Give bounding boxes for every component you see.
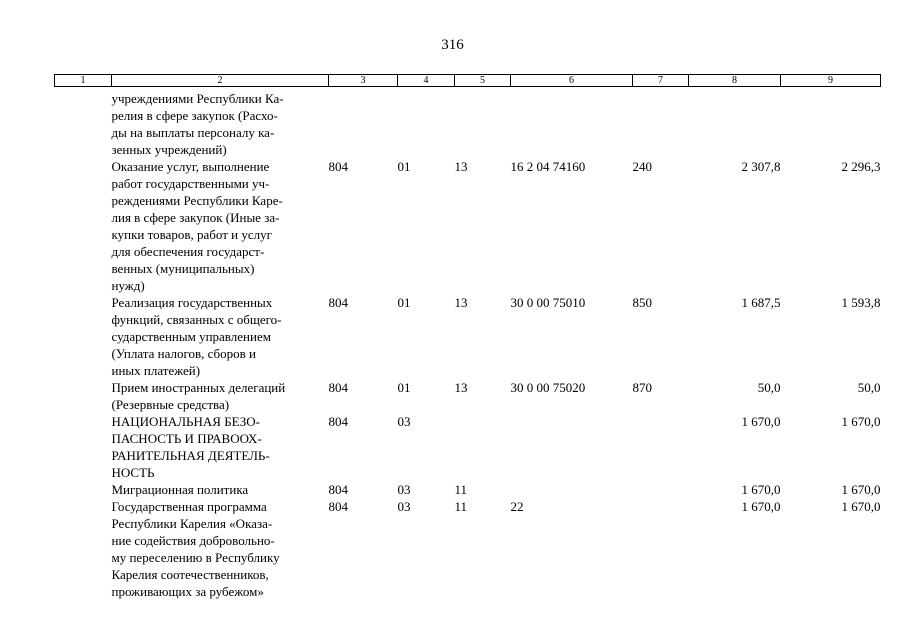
expense-type-code: 240 (632, 159, 652, 174)
amount-col8: 2 307,8 (741, 159, 781, 174)
table-row (55, 294, 881, 379)
amount-col9 (781, 87, 881, 159)
col1-cell (55, 413, 112, 481)
item-name: Государственная программа Республики Карелия «Оказа- ние содействия добровольно- му переселению в Республику Карелия соотечественников, проживающих за рубежом» (111, 499, 280, 599)
expense-type-code: 870 (632, 380, 652, 395)
item-name: Оказание услуг, выполнение работ государственными уч- реждениями Республики Каре- лия в сфере закупок (Иные за- купки товаров, работ и услуг для обеспечения государст- венных (муниципальных) нужд) (111, 159, 283, 293)
subsection-code: 13 (454, 380, 468, 395)
item-name: учреждениями Республики Ка- релия в сфере закупок (Расхо- ды на выплаты персоналу ка- зенных учреждений) (111, 91, 284, 157)
section-code: 01 (397, 380, 411, 395)
page-number: 316 (441, 37, 464, 53)
section-code: 03 (397, 414, 411, 429)
section-code: 01 (397, 295, 411, 310)
item-name: Прием иностранных делегаций (Резервные средства) (111, 380, 286, 412)
item-name: Реализация государственных функций, связанных с общего- сударственным управлением (Уплата налогов, сборов и иных платежей) (111, 295, 282, 378)
section-code: 03 (397, 499, 411, 514)
column-header-5: 5 (455, 75, 511, 87)
table-row (55, 379, 881, 413)
amount-col8: 1 670,0 (741, 499, 781, 514)
subsection-code (455, 413, 511, 481)
col1-cell (55, 498, 112, 600)
amount-col9: 1 670,0 (841, 414, 881, 429)
amount-col9: 1 593,8 (841, 295, 881, 310)
ministry-code: 804 (328, 295, 348, 310)
subsection-code: 11 (454, 499, 468, 514)
item-name: Миграционная политика (111, 482, 249, 497)
col1-cell (55, 294, 112, 379)
column-header-9: 9 (781, 75, 881, 87)
table-row (55, 481, 881, 498)
expense-type-code (633, 413, 689, 481)
ministry-code: 804 (328, 380, 348, 395)
col1-cell (55, 158, 112, 294)
item-name: НАЦИОНАЛЬНАЯ БЕЗО- ПАСНОСТЬ И ПРАВООХ- РАНИТЕЛЬНАЯ ДЕЯТЕЛЬ- НОСТЬ (111, 414, 270, 480)
col1-cell (55, 481, 112, 498)
column-header-7: 7 (633, 75, 689, 87)
amount-col9: 1 670,0 (841, 499, 881, 514)
col1-cell (55, 87, 112, 159)
column-header-row (55, 75, 881, 87)
ministry-code: 804 (328, 159, 348, 174)
target-article-code: 30 0 00 75010 (510, 295, 586, 310)
amount-col8: 50,0 (757, 380, 781, 395)
table-row (55, 158, 881, 294)
column-header-8: 8 (689, 75, 781, 87)
target-article-code: 22 (510, 499, 524, 514)
target-article-code (511, 87, 633, 159)
expense-type-code: 850 (632, 295, 652, 310)
ministry-code: 804 (328, 414, 348, 429)
amount-col9: 50,0 (857, 380, 881, 395)
column-header-1: 1 (55, 75, 112, 87)
amount-col8: 1 687,5 (741, 295, 781, 310)
section-code: 03 (397, 482, 411, 497)
section-code: 01 (397, 159, 411, 174)
target-article-code: 16 2 04 74160 (510, 159, 586, 174)
subsection-code: 13 (454, 159, 468, 174)
expense-type-code (633, 498, 689, 600)
amount-col8: 1 670,0 (741, 414, 781, 429)
column-header-2: 2 (112, 75, 329, 87)
amount-col8: 1 670,0 (741, 482, 781, 497)
col1-cell (55, 379, 112, 413)
table-row (55, 413, 881, 481)
subsection-code: 11 (454, 482, 468, 497)
column-header-6: 6 (511, 75, 633, 87)
budget-table (54, 74, 881, 600)
target-article-code (511, 413, 633, 481)
expense-type-code (633, 87, 689, 159)
column-header-4: 4 (398, 75, 455, 87)
target-article-code (511, 481, 633, 498)
table-row (55, 87, 881, 159)
column-header-3: 3 (329, 75, 398, 87)
table-row (55, 498, 881, 600)
subsection-code (455, 87, 511, 159)
ministry-code: 804 (328, 499, 348, 514)
amount-col9: 2 296,3 (841, 159, 881, 174)
section-code (398, 87, 455, 159)
target-article-code: 30 0 00 75020 (510, 380, 586, 395)
ministry-code: 804 (328, 482, 348, 497)
ministry-code (329, 87, 398, 159)
amount-col8 (689, 87, 781, 159)
amount-col9: 1 670,0 (841, 482, 881, 497)
expense-type-code (633, 481, 689, 498)
subsection-code: 13 (454, 295, 468, 310)
